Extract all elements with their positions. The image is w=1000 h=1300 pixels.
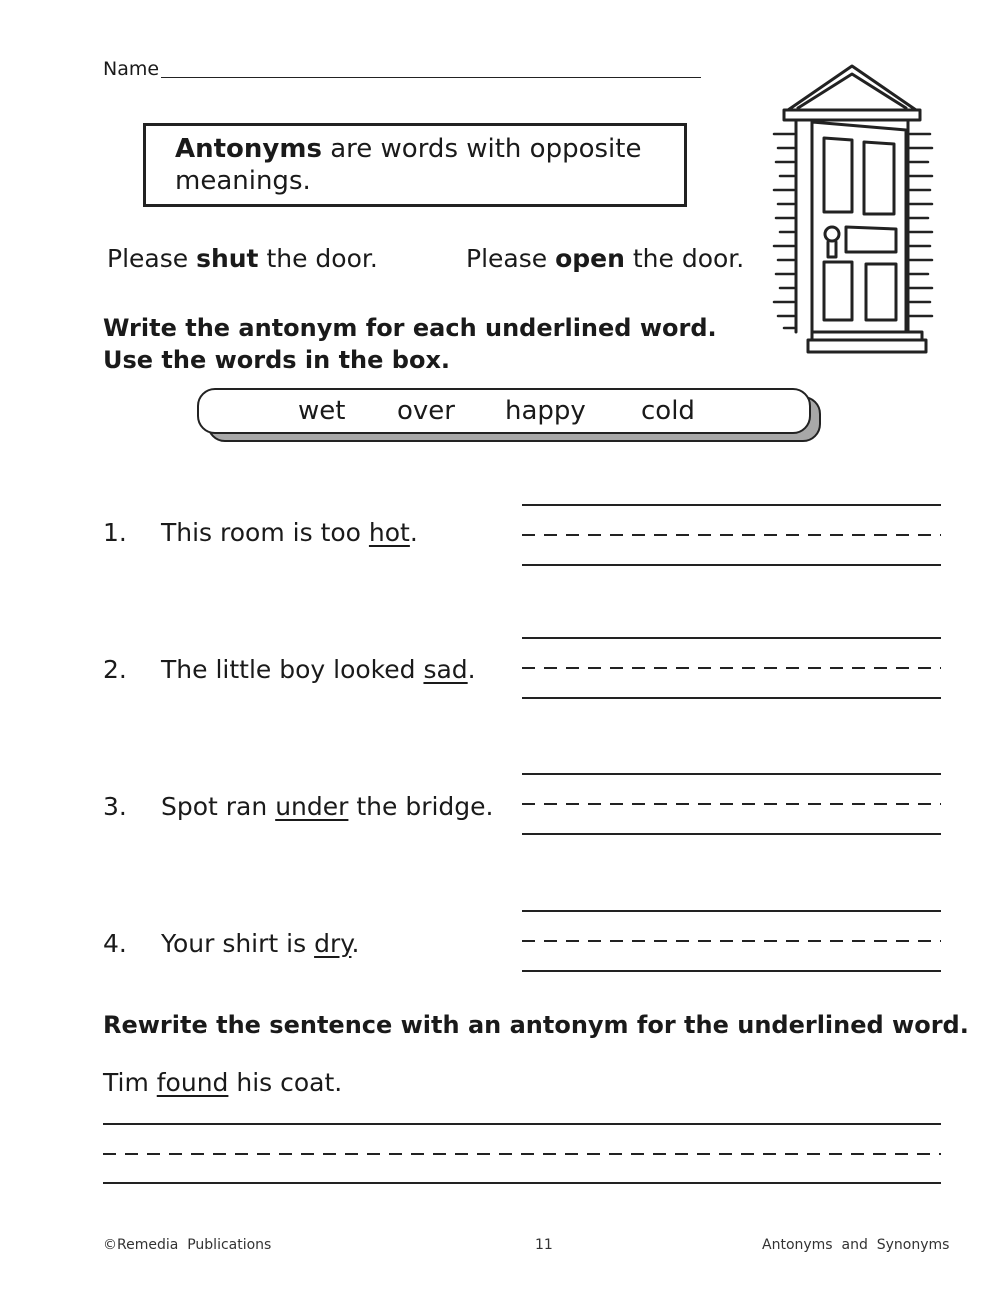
- word-bank-item: wet: [298, 396, 346, 426]
- rewrite-instructions: Rewrite the sentence with an antonym for the underlined word.: [103, 1011, 969, 1039]
- name-line[interactable]: [161, 77, 701, 78]
- word-bank-box: [197, 388, 811, 434]
- question-4-text: [161, 929, 359, 958]
- answer-2-top-line[interactable]: [522, 637, 941, 639]
- definition-text: [175, 133, 675, 197]
- definition-term: Antonyms: [175, 134, 322, 164]
- example-sentence-1: [107, 244, 378, 273]
- footer-page-number: 11: [535, 1237, 553, 1253]
- answer-3-dashed-line[interactable]: [522, 803, 941, 805]
- word-bank-item: cold: [641, 396, 695, 426]
- example-1-after: the door.: [258, 244, 378, 273]
- instructions: [103, 312, 717, 376]
- answer-4-bottom-line[interactable]: [522, 970, 941, 972]
- rewrite-underlined: found: [156, 1068, 229, 1097]
- example-2-before: Please: [466, 244, 556, 273]
- question-3-text: [161, 792, 494, 821]
- example-sentence-2: [466, 244, 744, 273]
- question-2-after: .: [467, 655, 476, 684]
- answer-3-bottom-line[interactable]: [522, 833, 941, 835]
- word-bank-item: over: [397, 396, 455, 426]
- word-bank-item: happy: [505, 396, 586, 426]
- question-2-text: [161, 655, 476, 684]
- question-4-before: Your shirt is: [161, 929, 315, 958]
- question-3-before: Spot ran: [161, 792, 276, 821]
- question-4-underlined: dry: [314, 929, 352, 958]
- question-2-number: 2.: [103, 655, 127, 684]
- question-4-after: .: [351, 929, 360, 958]
- answer-3-top-line[interactable]: [522, 773, 941, 775]
- question-2-before: The little boy looked: [161, 655, 424, 684]
- question-4-number: 4.: [103, 929, 127, 958]
- rewrite-before: Tim: [103, 1068, 157, 1097]
- question-1-number: 1.: [103, 518, 127, 547]
- definition-rest: are words with opposite meanings.: [175, 134, 642, 196]
- answer-1-bottom-line[interactable]: [522, 564, 941, 566]
- answer-2-dashed-line[interactable]: [522, 667, 941, 669]
- example-1-before: Please: [107, 244, 197, 273]
- question-3-after: the bridge.: [348, 792, 494, 821]
- question-1-underlined: hot: [368, 518, 410, 547]
- example-2-after: the door.: [624, 244, 745, 273]
- question-1-text: [161, 518, 418, 547]
- answer-1-dashed-line[interactable]: [522, 534, 941, 536]
- answer-1-top-line[interactable]: [522, 504, 941, 506]
- example-1-word: shut: [196, 244, 259, 273]
- door-icon: [772, 62, 937, 362]
- question-1-after: .: [409, 518, 418, 547]
- rewrite-top-line[interactable]: [103, 1123, 941, 1125]
- question-1-before: This room is too: [161, 518, 369, 547]
- rewrite-after: his coat.: [228, 1068, 343, 1097]
- answer-2-bottom-line[interactable]: [522, 697, 941, 699]
- example-2-word: open: [555, 244, 625, 273]
- question-3-number: 3.: [103, 792, 127, 821]
- rewrite-bottom-line[interactable]: [103, 1182, 941, 1184]
- answer-4-top-line[interactable]: [522, 910, 941, 912]
- footer-title: Antonyms and Synonyms: [762, 1237, 950, 1253]
- question-2-underlined: sad: [423, 655, 468, 684]
- instructions-line-1: Write the antonym for each underlined word.: [103, 314, 717, 342]
- rewrite-dashed-line[interactable]: [103, 1153, 941, 1155]
- instructions-line-2: Use the words in the box.: [103, 346, 451, 374]
- answer-4-dashed-line[interactable]: [522, 940, 941, 942]
- question-3-underlined: under: [275, 792, 349, 821]
- name-label: Name: [103, 58, 160, 80]
- footer-copyright: ©Remedia Publications: [103, 1237, 272, 1253]
- rewrite-sentence: [103, 1068, 342, 1097]
